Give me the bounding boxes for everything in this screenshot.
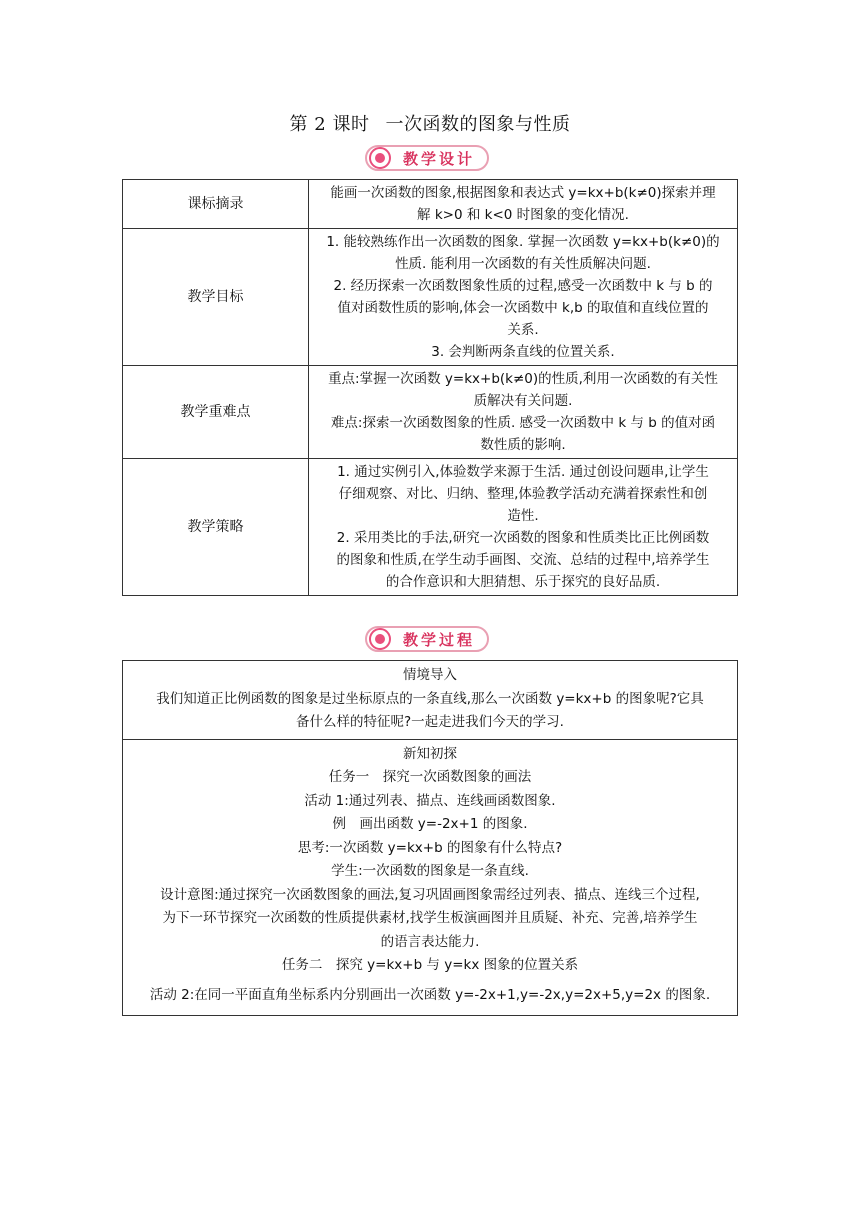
- row-label: 教学重难点: [123, 366, 309, 459]
- table-row: [123, 180, 738, 229]
- text-line: 的合作意识和大胆猜想、乐于探究的良好品质.: [385, 574, 661, 590]
- text-line: 学生:一次函数的图象是一条直线.: [331, 863, 529, 879]
- text-line: 质解决有关问题.: [473, 393, 573, 409]
- teaching-design-label: 教学设计: [402, 149, 475, 168]
- table-row: [123, 459, 738, 596]
- book-icon: [369, 628, 391, 650]
- text-line: 值对函数性质的影响,体会一次函数中 k,b 的取值和直线位置的: [337, 300, 709, 316]
- text-line: 设计意图:通过探究一次函数图象的画法,复习巩固画图象需经过列表、描点、连线三个过程,: [160, 886, 700, 903]
- text-line: 思考:一次函数 y=kx+b 的图象有什么特点?: [297, 839, 563, 856]
- text-line: 性质. 能利用一次函数的有关性质解决问题.: [395, 256, 651, 272]
- text-line: 2. 经历探索一次函数图象性质的过程,感受一次函数中 k 与 b 的: [333, 278, 713, 294]
- section-heading: 新知初探: [403, 745, 457, 762]
- task-heading: 任务二 探究 y=kx+b 与 y=kx 图象的位置关系: [281, 957, 579, 973]
- text-line: 1. 能较熟练作出一次函数的图象. 掌握一次函数 y=kx+b(k≠0)的: [326, 234, 720, 250]
- text-line: 仔细观察、对比、归纳、整理,体验教学活动充满着探索性和创: [338, 486, 708, 502]
- text-line: 数性质的影响.: [480, 437, 566, 453]
- row-content: [309, 229, 738, 366]
- table-row: [123, 229, 738, 366]
- task-heading: 任务一 探究一次函数图象的画法: [328, 769, 532, 785]
- text-line: 我们知道正比例函数的图象是过坐标原点的一条直线,那么一次函数 y=kx+b 的图象呢?它具: [156, 690, 704, 707]
- text-line: 造性.: [507, 508, 539, 524]
- text-line: 3. 会判断两条直线的位置关系.: [431, 344, 615, 360]
- intro-section: [123, 661, 737, 740]
- teaching-design-badge: [365, 145, 489, 171]
- row-label: 课标摘录: [123, 180, 309, 229]
- lesson-number: 第 2 课时: [289, 114, 370, 135]
- text-line: 活动 1:通过列表、描点、连线画函数图象.: [304, 792, 556, 809]
- section-heading: 情境导入: [403, 667, 457, 683]
- text-line: 的语言表达能力.: [380, 933, 480, 950]
- teaching-design-table: [122, 179, 738, 596]
- book-icon: [369, 147, 391, 169]
- text-line: 活动 2:在同一平面直角坐标系内分别画出一次函数 y=-2x+1,y=-2x,y=2x+5,y=2x 的图象.: [149, 986, 711, 1003]
- text-line: 重点:掌握一次函数 y=kx+b(k≠0)的性质,利用一次函数的有关性: [328, 371, 718, 387]
- text-line: 的图象和性质,在学生动手画图、交流、总结的过程中,培养学生: [336, 552, 710, 568]
- text-line: 2. 采用类比的手法,研究一次函数的图象和性质类比正比例函数: [336, 530, 710, 546]
- teaching-process-badge: [365, 626, 489, 652]
- teaching-process-label: 教学过程: [402, 630, 475, 649]
- text-line: 解 k>0 和 k<0 时图象的变化情况.: [417, 207, 629, 223]
- row-content: [309, 459, 738, 596]
- table-row: [123, 366, 738, 459]
- lesson-title: [0, 110, 860, 136]
- new-knowledge-section: [123, 740, 737, 1016]
- text-line: 1. 通过实例引入,体验数学来源于生活. 通过创设问题串,让学生: [337, 464, 709, 480]
- text-line: 关系.: [507, 322, 539, 338]
- teaching-process-table: [122, 660, 738, 1016]
- lesson-topic: 一次函数的图象与性质: [385, 114, 571, 135]
- row-content: [309, 180, 738, 229]
- row-label: 教学策略: [123, 459, 309, 596]
- text-line: 备什么样的特征呢?一起走进我们今天的学习.: [296, 714, 564, 730]
- text-line: 例 画出函数 y=-2x+1 的图象.: [332, 816, 528, 832]
- text-line: 难点:探索一次函数图象的性质. 感受一次函数中 k 与 b 的值对函: [330, 415, 716, 431]
- text-line: 能画一次函数的图象,根据图象和表达式 y=kx+b(k≠0)探索并理: [330, 185, 716, 201]
- row-content: [309, 366, 738, 459]
- row-label: 教学目标: [123, 229, 309, 366]
- text-line: 为下一环节探究一次函数的性质提供素材,找学生板演画图并且质疑、补充、完善,培养学生: [162, 910, 698, 926]
